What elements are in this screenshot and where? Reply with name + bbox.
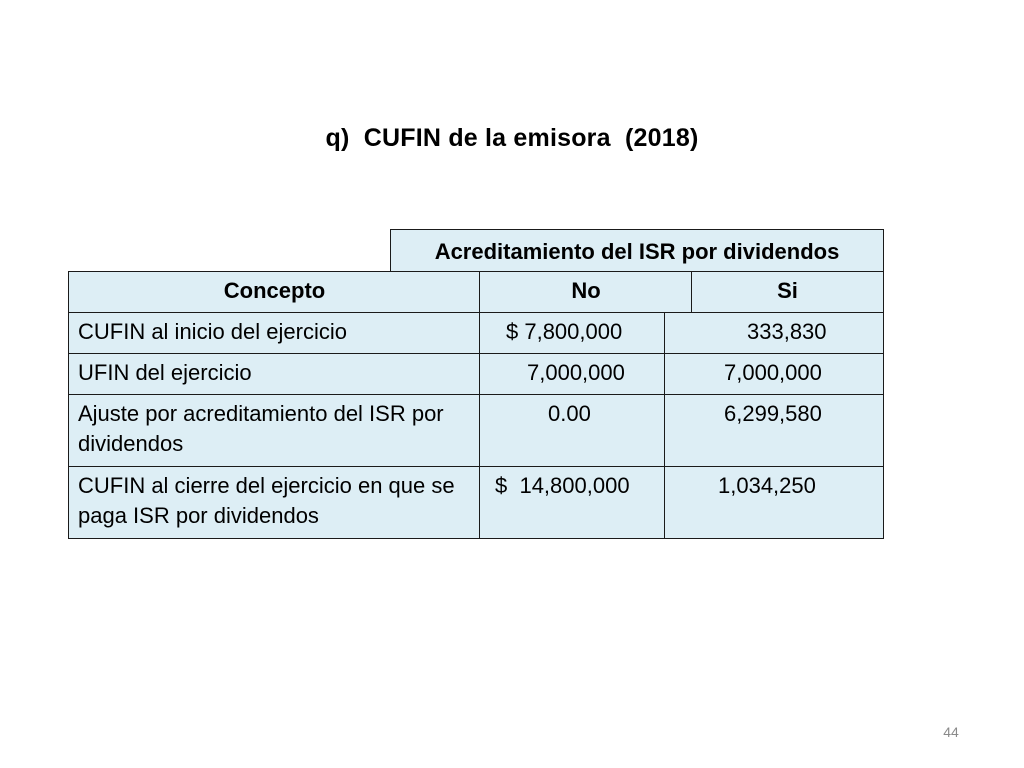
group-header-cell: Acreditamiento del ISR por dividendos (390, 229, 884, 272)
header-no: No (479, 271, 693, 313)
slide-title: q) CUFIN de la emisora (2018) (325, 124, 699, 152)
row-3-si: 6,299,580 (664, 394, 884, 467)
row-3-concepto: Ajuste por acreditamiento del ISR por dividendos (68, 394, 481, 467)
row-4-concepto: CUFIN al cierre del ejercicio en que se paga ISR por dividendos (68, 466, 481, 539)
header-concepto: Concepto (68, 271, 481, 313)
row-1-si: 333,830 (664, 312, 884, 354)
row-2-concepto: UFIN del ejercicio (68, 353, 481, 395)
page-number: 44 (943, 724, 959, 740)
row-4-no: $ 14,800,000 (479, 466, 666, 539)
row-1-concepto: CUFIN al inicio del ejercicio (68, 312, 481, 354)
row-2-no: 7,000,000 (479, 353, 666, 395)
row-4-si: 1,034,250 (664, 466, 884, 539)
row-1-no: $ 7,800,000 (479, 312, 666, 354)
row-2-si: 7,000,000 (664, 353, 884, 395)
row-3-no: 0.00 (479, 394, 666, 467)
header-si: Si (691, 271, 884, 313)
